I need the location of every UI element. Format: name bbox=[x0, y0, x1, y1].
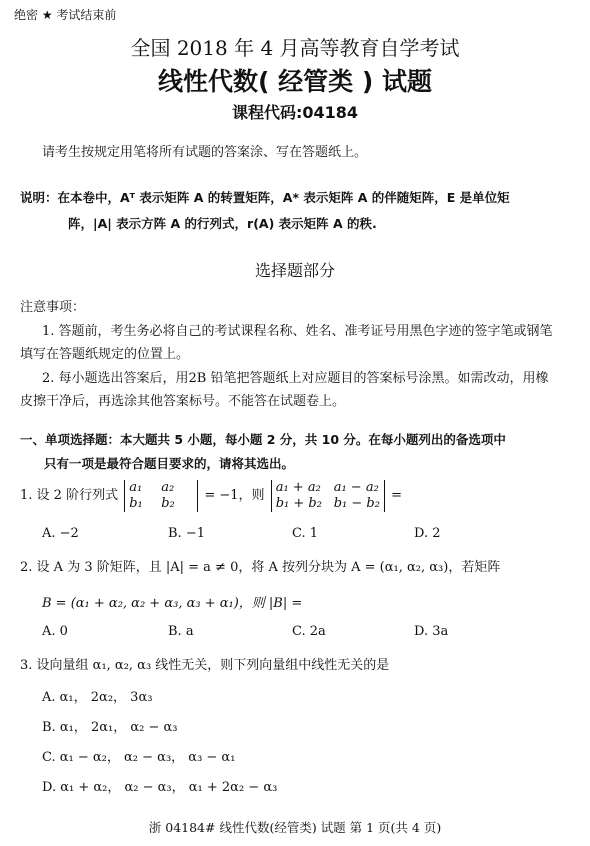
q1-det2-cell: b₁ + b₂ bbox=[275, 495, 322, 511]
q3-stem: 3. 设向量组 α₁, α₂, α₃ 线性无关，则下列向量组中线性无关的是 bbox=[20, 658, 390, 673]
notice-item-2-line-2: 皮擦干净后，再选涂其他答案标号。不能答在试题卷上。 bbox=[20, 394, 346, 409]
course-code: 课程代码:04184 bbox=[231, 103, 359, 122]
q1-det2-cell: a₁ + a₂ bbox=[275, 479, 321, 495]
q1-mid: = −1，则 bbox=[204, 488, 265, 503]
exam-title: 全国 2018 年 4 月高等教育自学考试 bbox=[130, 36, 460, 60]
q1-determinant-2 bbox=[271, 480, 385, 512]
notice-item-1-line-1: 1. 答题前，考生务必将自己的考试课程名称、姓名、准考证号用黑色字迹的签字笔或钢笔 bbox=[42, 324, 553, 339]
q1-determinant-1 bbox=[124, 480, 198, 512]
q2-line-2: B = (α₁ + α₂, α₂ + α₃, α₃ + α₁)，则 |B| = bbox=[42, 596, 303, 611]
note-line-1: 说明：在本卷中，Aᵀ 表示矩阵 A 的转置矩阵，A* 表示矩阵 A 的伴随矩阵，E 是单位矩 bbox=[20, 190, 510, 205]
section-title: 选择题部分 bbox=[254, 261, 335, 280]
q1-option-a: A. −2 bbox=[42, 526, 79, 541]
q1-det1-cell: b₁ bbox=[129, 495, 143, 511]
part1-line-2: 只有一项是最符合题目要求的，请将其选出。 bbox=[44, 456, 295, 471]
q1-det1-cell: b₂ bbox=[161, 495, 175, 511]
question-1 bbox=[20, 476, 402, 516]
q2-option-d: D. 3a bbox=[414, 624, 449, 639]
q1-option-d: D. 2 bbox=[414, 526, 441, 541]
q1-prefix: 1. 设 2 阶行列式 bbox=[20, 488, 119, 503]
confidential-mark: 绝密 ★ 考试结束前 bbox=[14, 8, 117, 22]
q2-option-c: C. 2a bbox=[292, 624, 326, 639]
notice-heading: 注意事项： bbox=[20, 300, 86, 315]
q3-option-b: B. α₁， 2α₁， α₂ − α₃ bbox=[42, 720, 178, 735]
q3-option-d: D. α₁ + α₂， α₂ − α₃， α₁ + 2α₂ − α₃ bbox=[42, 780, 278, 795]
q1-det2-cell: a₁ − a₂ bbox=[333, 479, 379, 495]
q1-option-b: B. −1 bbox=[168, 526, 205, 541]
q1-det2-cell: b₁ − b₂ bbox=[333, 495, 380, 511]
q3-option-c: C. α₁ − α₂， α₂ − α₃， α₃ − α₁ bbox=[42, 750, 236, 765]
q2-option-b: B. a bbox=[168, 624, 194, 639]
notice-item-1-line-2: 填写在答题纸规定的位置上。 bbox=[20, 347, 190, 362]
q3-option-a: A. α₁， 2α₂， 3α₃ bbox=[42, 690, 153, 705]
note-line-2: 阵，|A| 表示方阵 A 的行列式，r(A) 表示矩阵 A 的秩. bbox=[68, 216, 377, 231]
q1-suffix: = bbox=[391, 488, 402, 503]
q1-det1-cell: a₁ bbox=[129, 479, 143, 495]
page-footer: 浙 04184# 线性代数(经管类) 试题 第 1 页(共 4 页) bbox=[148, 820, 442, 835]
notice-item-2-line-1: 2. 每小题选出答案后，用2B 铅笔把答题纸上对应题目的答案标号涂黑。如需改动，用橡 bbox=[42, 371, 549, 386]
q2-line-1: 2. 设 A 为 3 阶矩阵，且 |A| = a ≠ 0，将 A 按列分块为 A = (α₁, α₂, α₃)，若矩阵 bbox=[20, 560, 501, 575]
q2-option-a: A. 0 bbox=[42, 624, 68, 639]
q1-det1-cell: a₂ bbox=[161, 479, 175, 495]
instruction-text: 请考生按规定用笔将所有试题的答案涂、写在答题纸上。 bbox=[42, 145, 368, 160]
q1-option-c: C. 1 bbox=[292, 526, 319, 541]
part1-line-1: 一、单项选择题：本大题共 5 小题，每小题 2 分，共 10 分。在每小题列出的备选项中 bbox=[20, 432, 506, 447]
paper-title: 线性代数( 经管类 ) 试题 bbox=[158, 67, 432, 96]
